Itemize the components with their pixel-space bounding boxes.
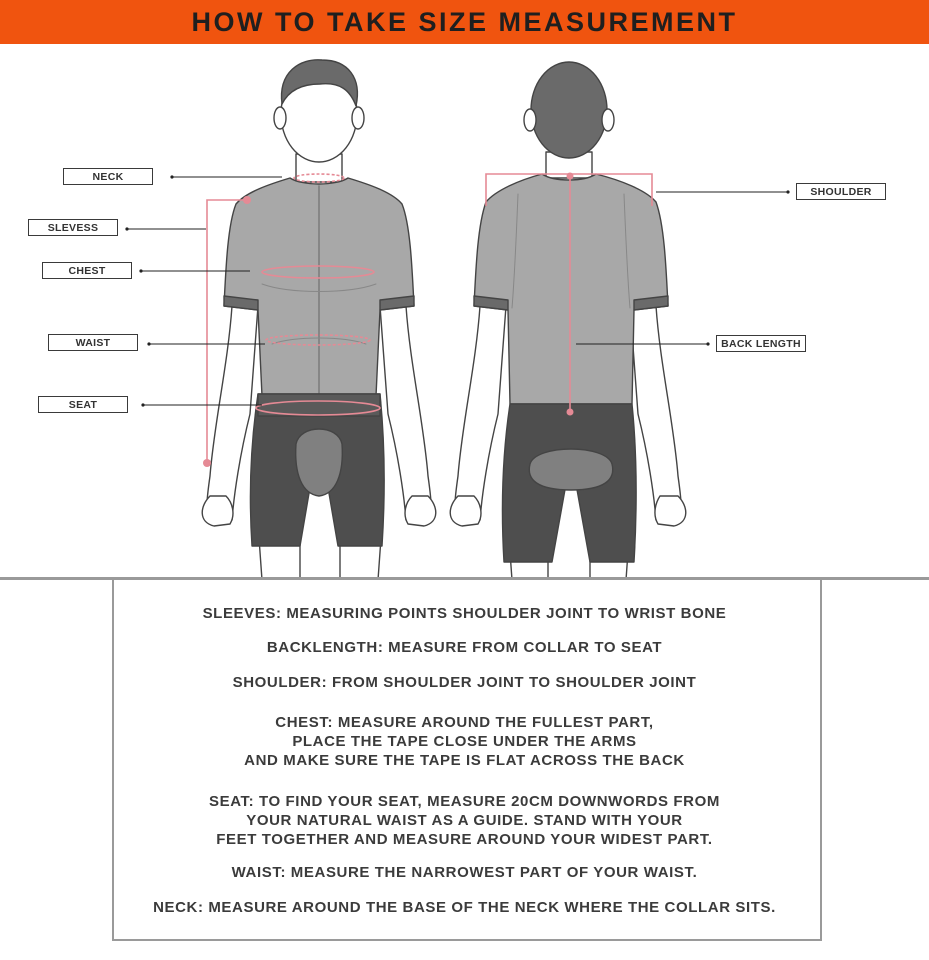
page-header: [0, 0, 929, 44]
label-back-length: BACK LENGTH: [716, 335, 806, 352]
back-figure: [450, 62, 686, 580]
label-waist: WAIST: [48, 334, 138, 351]
label-shoulder: SHOULDER: [796, 183, 886, 200]
instruction-chest: [0, 713, 929, 770]
instruction-chest-line-2: PLACE THE TAPE CLOSE UNDER THE ARMS: [292, 733, 637, 750]
instruction-seat-line-3: FEET TOGETHER AND MEASURE AROUND YOUR WIDEST PART.: [216, 831, 713, 848]
instruction-chest-line-1: CHEST: MEASURE AROUND THE FULLEST PART,: [275, 714, 654, 731]
label-chest: CHEST: [42, 262, 132, 279]
front-figure: [202, 60, 436, 580]
instruction-seat: [0, 792, 929, 849]
page-title: HOW TO TAKE SIZE MEASUREMENT: [191, 6, 738, 37]
instruction-neck: NECK: MEASURE AROUND THE BASE OF THE NECK WHERE THE COLLAR SITS.: [153, 899, 776, 916]
figures-illustration: [0, 44, 929, 580]
label-sleeves: SLEVESS: [28, 219, 118, 236]
label-neck: NECK: [63, 168, 153, 185]
instruction-waist: WAIST: MEASURE THE NARROWEST PART OF YOUR WAIST.: [231, 864, 698, 881]
instruction-seat-line-1: SEAT: TO FIND YOUR SEAT, MEASURE 20CM DOWNWORDS FROM: [209, 793, 720, 810]
measurement-figures: [0, 44, 929, 580]
instruction-sleeves: SLEEVES: MEASURING POINTS SHOULDER JOINT TO WRIST BONE: [202, 605, 727, 622]
instruction-seat-line-2: YOUR NATURAL WAIST AS A GUIDE. STAND WITH YOUR: [246, 812, 683, 829]
label-seat: SEAT: [38, 396, 128, 413]
instruction-backlength: BACKLENGTH: MEASURE FROM COLLAR TO SEAT: [266, 639, 663, 656]
instruction-chest-line-3: AND MAKE SURE THE TAPE IS FLAT ACROSS THE BACK: [244, 752, 685, 769]
instruction-shoulder: SHOULDER: FROM SHOULDER JOINT TO SHOULDER JOINT: [232, 674, 697, 691]
